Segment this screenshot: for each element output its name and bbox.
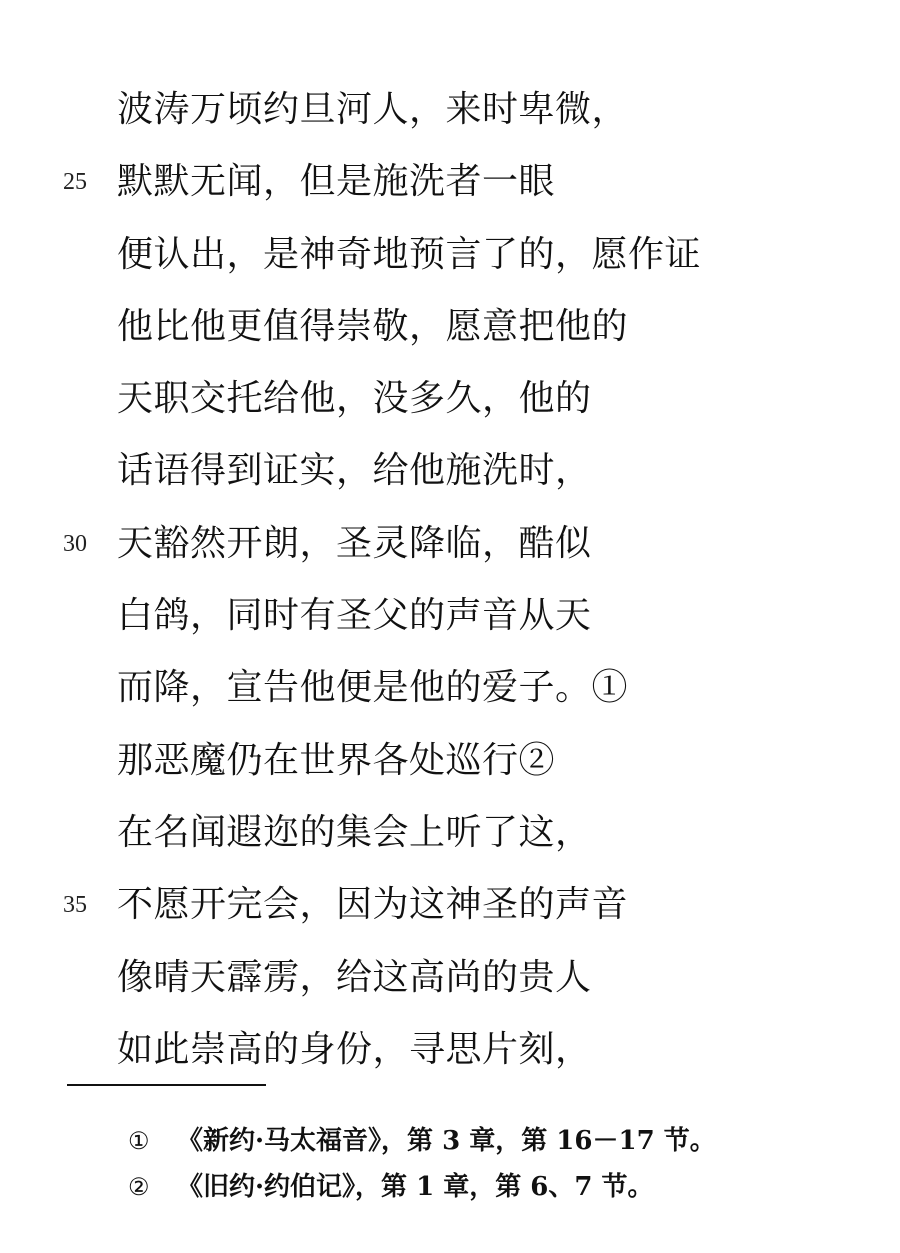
footnote-text: 《新约·马太福音》，第 3 章，第 16－17 节。 <box>177 1126 716 1156</box>
poem-line-text: 像晴天霹雳，给这高尚的贵人 <box>117 956 592 998</box>
footnote-text: 《旧约·约伯记》，第 1 章，第 6、7 节。 <box>177 1172 654 1202</box>
footnote-marker: ① <box>128 1127 150 1155</box>
poem-line <box>0 580 900 652</box>
line-number: 30 <box>63 530 87 557</box>
poem-line <box>0 74 900 146</box>
line-number: 25 <box>63 169 87 196</box>
poem-line <box>0 1014 900 1086</box>
poem-line-text: 他比他更值得崇敬，愿意把他的 <box>117 305 629 347</box>
poem-line <box>0 725 900 797</box>
poem-line-text: 波涛万顷约旦河人，来时卑微， <box>117 89 629 130</box>
poem-line-text: 那恶魔仍在世界各处巡行② <box>117 739 556 781</box>
poem-body <box>0 74 900 1086</box>
poem-line <box>0 942 900 1014</box>
poem-line <box>0 363 900 435</box>
poem-line-text: 话语得到证实，给他施洗时， <box>117 450 592 492</box>
poem-line-text: 不愿开完会，因为这神圣的声音 <box>117 884 629 926</box>
poem-line <box>0 508 900 580</box>
poem-line-text: 便认出，是神奇地预言了的，愿作证 <box>117 233 702 275</box>
footnote-marker: ② <box>128 1173 150 1201</box>
poem-line <box>0 869 900 941</box>
poem-line-text: 如此崇高的身份，寻思片刻， <box>117 1028 592 1070</box>
poem-line <box>0 797 900 869</box>
poem-line-text: 天豁然开朗，圣灵降临，酷似 <box>117 522 592 564</box>
poem-line-text: 白鸽，同时有圣父的声音从天 <box>117 595 592 637</box>
poem-line-text: 天职交托给他，没多久，他的 <box>117 378 592 420</box>
poem-line <box>0 435 900 507</box>
footnote-divider <box>67 1084 266 1086</box>
poem-line-text: 而降，宣告他便是他的爱子。① <box>117 667 629 709</box>
footnote <box>0 1118 900 1164</box>
poem-line <box>0 219 900 291</box>
footnote <box>0 1164 900 1210</box>
poem-line <box>0 291 900 363</box>
poem-line-text: 在名闻遐迩的集会上听了这， <box>117 811 592 853</box>
footnotes <box>0 1118 900 1210</box>
poem-line-text: 默默无闻，但是施洗者一眼 <box>117 161 556 203</box>
line-number: 35 <box>63 892 87 919</box>
poem-line <box>0 146 900 218</box>
poem-line <box>0 652 900 724</box>
